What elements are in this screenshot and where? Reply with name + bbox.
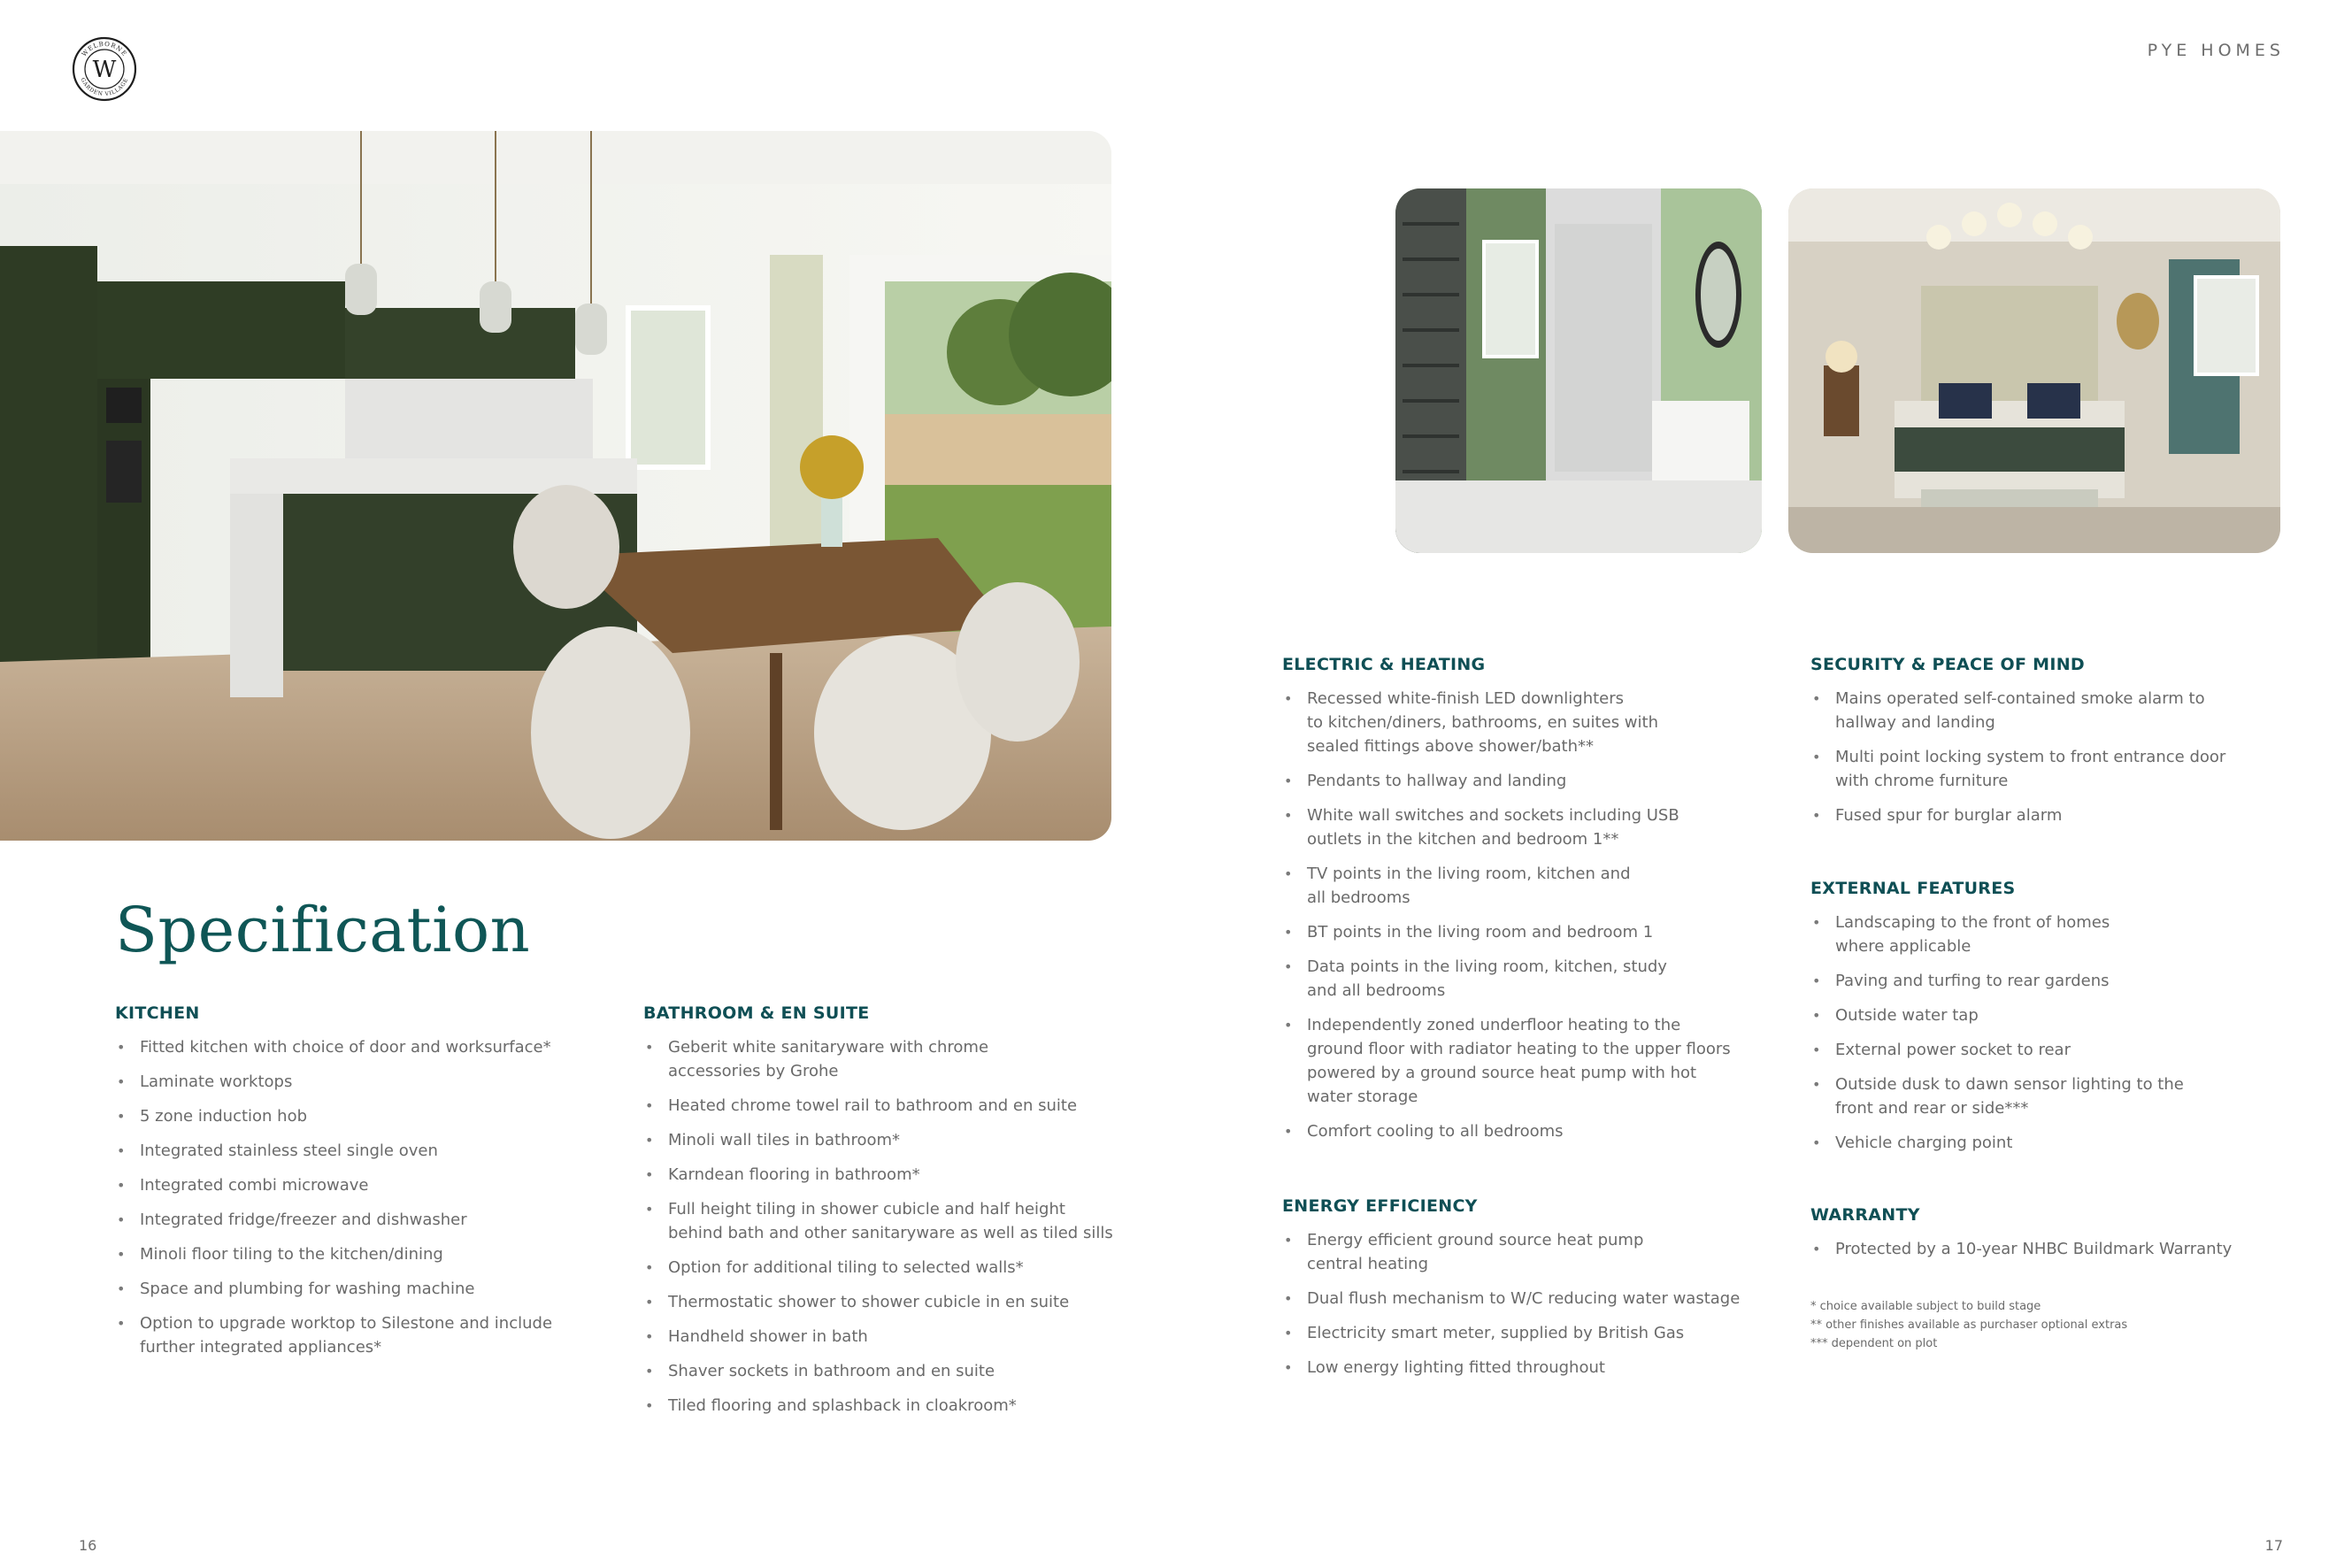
footnote: *** dependent on plot: [1810, 1337, 1938, 1350]
list-item: • Integrated stainless steel single oven: [115, 1139, 611, 1163]
list-item: • Dual flush mechanism to W/C reducing water wastage: [1282, 1287, 1778, 1311]
list-item: • Comfort cooling to all bedrooms: [1282, 1119, 1778, 1143]
list-item: • Outside water tap: [1810, 1003, 2306, 1027]
list-item: • Full height tiling in shower cubicle and half height behind bath and other sanitaryware as well as tiled sills: [643, 1197, 1139, 1245]
list-item: • Heated chrome towel rail to bathroom and en suite: [643, 1094, 1139, 1118]
energy-section: [1282, 1196, 1778, 1390]
external-section: [1810, 879, 2306, 1165]
list-item: • Geberit white sanitaryware with chrome accessories by Grohe: [643, 1035, 1139, 1083]
svg-text:W: W: [92, 57, 117, 83]
section-heading: EXTERNAL FEATURES: [1810, 879, 2016, 898]
footnotes: [1810, 1297, 2127, 1353]
page-title: Specification: [115, 894, 531, 966]
list-item: • Multi point locking system to front entrance door with chrome furniture: [1810, 745, 2306, 793]
list-item: • White wall switches and sockets including USB outlets in the kitchen and bedroom 1**: [1282, 803, 1778, 851]
list-item: • Option to upgrade worktop to Silestone and include further integrated appliances*: [115, 1311, 611, 1359]
list-item: • Handheld shower in bath: [643, 1325, 1139, 1349]
electric-section: [1282, 655, 1778, 1154]
list-item: • Landscaping to the front of homes where applicable: [1810, 911, 2306, 958]
list-item: • BT points in the living room and bedroom 1: [1282, 920, 1778, 944]
list-item: • External power socket to rear: [1810, 1038, 2306, 1062]
section-heading: SECURITY & PEACE OF MIND: [1810, 655, 2085, 674]
section-heading: KITCHEN: [115, 1003, 200, 1023]
list-item: • Space and plumbing for washing machine: [115, 1277, 611, 1301]
footnote: * choice available subject to build stage: [1810, 1300, 2041, 1313]
section-heading: BATHROOM & EN SUITE: [643, 1003, 870, 1023]
kitchen-photo: [0, 131, 1111, 841]
welborne-logo: [71, 35, 138, 103]
list-item: • TV points in the living room, kitchen and all bedrooms: [1282, 862, 1778, 910]
kitchen-section: [115, 1003, 611, 1370]
list-item: • Recessed white-finish LED downlighters to kitchen/diners, bathrooms, en suites with sealed fittings above shower/bath**: [1282, 687, 1778, 758]
list-item: • 5 zone induction hob: [115, 1104, 611, 1128]
brand-name: PYE HOMES: [2147, 41, 2285, 60]
list-item: • Fitted kitchen with choice of door and worksurface*: [115, 1035, 611, 1059]
section-heading: WARRANTY: [1810, 1205, 1920, 1225]
list-item: • Mains operated self-contained smoke alarm to hallway and landing: [1810, 687, 2306, 734]
section-heading: ENERGY EFFICIENCY: [1282, 1196, 1478, 1216]
list-item: • Integrated combi microwave: [115, 1173, 611, 1197]
list-item: • Thermostatic shower to shower cubicle in en suite: [643, 1290, 1139, 1314]
svg-text:GARDEN VILLAGE: GARDEN VILLAGE: [79, 76, 130, 98]
page-number-left: 16: [79, 1537, 97, 1554]
svg-text:WELBORNE: WELBORNE: [81, 40, 128, 58]
list-item: • Minoli floor tiling to the kitchen/dining: [115, 1242, 611, 1266]
section-heading: ELECTRIC & HEATING: [1282, 655, 1486, 674]
list-item: • Vehicle charging point: [1810, 1131, 2306, 1155]
list-item: • Data points in the living room, kitchen, study and all bedrooms: [1282, 955, 1778, 1003]
list-item: • Protected by a 10-year NHBC Buildmark Warranty: [1810, 1237, 2306, 1261]
list-item: • Electricity smart meter, supplied by British Gas: [1282, 1321, 1778, 1345]
list-item: • Karndean flooring in bathroom*: [643, 1163, 1139, 1187]
list-item: • Shaver sockets in bathroom and en suite: [643, 1359, 1139, 1383]
list-item: • Minoli wall tiles in bathroom*: [643, 1128, 1139, 1152]
bedroom-photo: [1788, 188, 2280, 553]
list-item: • Tiled flooring and splashback in cloakroom*: [643, 1394, 1139, 1418]
list-item: • Energy efficient ground source heat pump central heating: [1282, 1228, 1778, 1276]
list-item: • Laminate worktops: [115, 1070, 611, 1094]
list-item: • Integrated fridge/freezer and dishwasher: [115, 1208, 611, 1232]
footnote: ** other finishes available as purchaser optional extras: [1810, 1318, 2128, 1332]
list-item: • Option for additional tiling to selected walls*: [643, 1256, 1139, 1280]
list-item: • Fused spur for burglar alarm: [1810, 803, 2306, 827]
list-item: • Paving and turfing to rear gardens: [1810, 969, 2306, 993]
list-item: • Independently zoned underfloor heating to the ground floor with radiator heating to the upper floors powered by a ground source heat pump with hot water storage: [1282, 1013, 1778, 1109]
warranty-section: [1810, 1205, 2306, 1272]
security-section: [1810, 655, 2306, 838]
list-item: • Outside dusk to dawn sensor lighting to the front and rear or side***: [1810, 1072, 2306, 1120]
bathroom-section: [643, 1003, 1139, 1428]
list-item: • Low energy lighting fitted throughout: [1282, 1356, 1778, 1380]
page-number-right: 17: [2264, 1537, 2283, 1554]
bathroom-photo: [1395, 188, 1762, 553]
list-item: • Pendants to hallway and landing: [1282, 769, 1778, 793]
